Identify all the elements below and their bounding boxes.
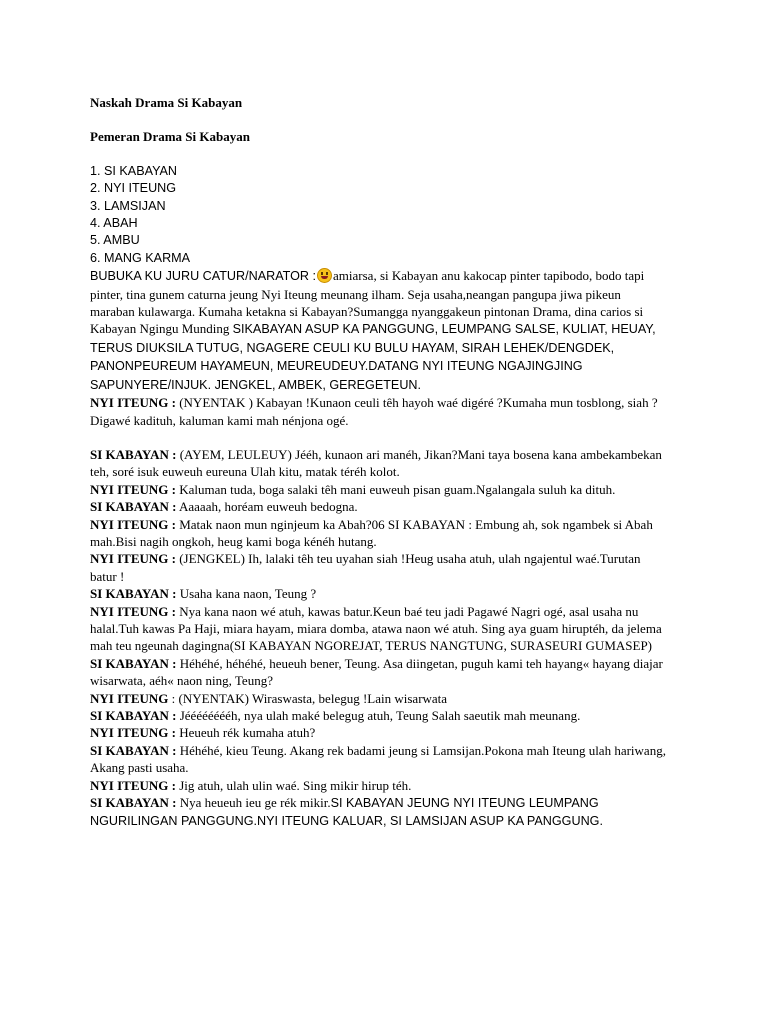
dialogue-text: (AYEM, LEULEUY) Jééh, kunaon ari manéh, Jikan?Mani taya bosena kana ambekambekan teh, soré isuk euweuh eureuna Ulah kitu, matak téréh kolot. [90,446,662,480]
dialogue-line [90,742,668,777]
speaker-label: NYI ITEUNG : [90,603,176,619]
dialogue-text: Usaha kana naon, Teung ? [176,586,317,602]
speaker-label: SI KABAYAN : [90,655,177,671]
dialogue-line [90,394,668,429]
dialogue-text: Aaaaah, horéam euweuh bedogna. [176,499,358,515]
cast-item: 6. MANG KARMA [90,250,191,265]
dialogue-text: Matak naon mun nginjeum ka Abah?06 SI KABAYAN : Embung ah, sok ngambek si Abah mah.Bisi nagih ongkoh, heug kami boga kénéh hutang. [90,516,653,549]
dialogue-text: : (NYENTAK) Wiraswasta, belegug !Lain wisarwata [168,690,448,706]
cast-item: 2. NYI ITEUNG [90,181,177,196]
dialogue-text: (JENGKEL) Ih, lalaki têh teu uyahan siah !Heug usaha atuh, ulah ngajentul waé.Turutan batur ! [90,551,641,584]
cast-item: 5. AMBU [90,233,140,248]
dialogue-text: Jééééééééh, nya ulah maké belegug atuh, Teung Salah saeutik mah meunang. [176,708,581,723]
smile-emoji-icon [317,268,332,283]
blank-line [90,429,668,446]
dialogue-line [90,498,668,515]
speaker-label: NYI ITEUNG : [90,551,176,567]
dialogue-line [90,777,668,794]
speaker-label: NYI ITEUNG : [90,395,176,411]
narrator-text: amiarsa, si Kabayan anu kakocap pinter tapibodo, bodo tapi pinter, tina gunem caturna jeung Nyi Iteung meunang ilham. Seja usaha,neangan pangupa jiwa pikeun maraban kulawarga. Kumaha ketakna si Kabayan?Sumangga nyanggakeun pintonan Drama, dina carios si Kabayan Ngingu Munding [90,268,645,337]
speaker-label: SI KABAYAN : [90,586,177,602]
speaker-label: NYI ITEUNG : [90,777,176,793]
dialogue-line [90,585,668,602]
speaker-label: SI KABAYAN : [90,708,177,723]
dialogue-line [90,724,668,741]
dialogue-text: Nya kana naon wé atuh, kawas batur.Keun baé teu jadi Pagawé Nagri ogé, asal usaha nu halal.Tuh kawas Pa Haji, miara hayam, miara domba, atawa naon wé atuh. Sing aya guam hiruptéh, da jelema mah teu ngeunah dagingna(SI KABAYAN NGOREJAT, TERUS NANGTUNG, SURASEURI GUMASEP) [90,603,662,654]
dialogue-line [90,655,668,690]
dialogue-text: Nya heueuh ieu ge rék mikir. [176,795,331,811]
cast-item: 1. SI KABAYAN [90,163,178,178]
dialogue-text: Jig atuh, ulah ulin waé. Sing mikir hirup téh. [175,777,412,793]
dialogue-text: Héhéhé, kieu Teung. Akang rek badami jeung si Lamsijan.Pokona mah Iteung ulah hariwang, Akang pasti usaha. [90,742,666,776]
narrator-label: BUBUKA KU JURU CATUR/NARATOR : [90,269,317,284]
cast-list [90,163,668,267]
dialogue-line [90,550,668,585]
stage-direction: SIKABAYAN ASUP KA PANGGUNG, LEUMPANG SALSE, KULIAT, HEUAY, TERUS DIUKSILA TUTUG, NGAGERE CEULI KU BULU HAYAM, SIRAH LEHEK/DENGDEK, PANONPEUREUM HAYAMEUN, MEUREUDEUY.DATANG NYI ITEUNG NGAJINGJING SAPUNYERE/INJUK. JENGKEL, AMBEK, GEREGETEUN. [90,322,656,392]
speaker-label: NYI ITEUNG : [90,481,176,497]
dialogue-section [90,446,668,831]
speaker-label: NYI ITEUNG : [90,516,176,532]
stage-direction: SI KABAYAN JEUNG NYI ITEUNG LEUMPANG NGURILINGAN PANGGUNG.NYI ITEUNG KALUAR, SI LAMSIJAN ASUP KA PANGGUNG. [90,796,603,829]
dialogue-line [90,794,668,831]
speaker-label: SI KABAYAN : [90,446,177,462]
cast-heading: Pemeran Drama Si Kabayan [90,129,250,145]
speaker-label: NYI ITEUNG [90,690,169,706]
cast-item: 4. ABAH [90,216,138,231]
dialogue-line [90,603,668,655]
dialogue-line [90,446,668,481]
speaker-label: SI KABAYAN : [90,795,177,811]
dialogue-line [90,516,668,551]
dialogue-line [90,690,668,707]
document-title: Naskah Drama Si Kabayan [90,95,243,110]
speaker-label: NYI ITEUNG : [90,725,176,741]
speaker-label: SI KABAYAN : [90,742,177,758]
dialogue-line [90,707,668,724]
dialogue-text: Héhéhé, héhéhé, heueuh bener, Teung. Asa diingetan, puguh kami teh hayang« hayang diajar wisarwata, aéh« naon ning, Teung? [90,655,663,689]
dialogue-text: Kaluman tuda, boga salaki têh mani euweuh pisan guam.Ngalangala suluh ka dituh. [175,481,616,497]
intro-paragraph [90,267,668,394]
dialogue-text: (NYENTAK ) Kabayan !Kunaon ceuli têh hayoh waé digéré ?Kumaha mun tosblong, siah ?Digawé kadituh, kaluman kami mah nénjona ogé. [90,395,658,428]
cast-item: 3. LAMSIJAN [90,198,166,213]
dialogue-line [90,481,668,498]
speaker-label: SI KABAYAN : [90,499,177,515]
dialogue-text: Heueuh rék kumaha atuh? [175,725,316,741]
